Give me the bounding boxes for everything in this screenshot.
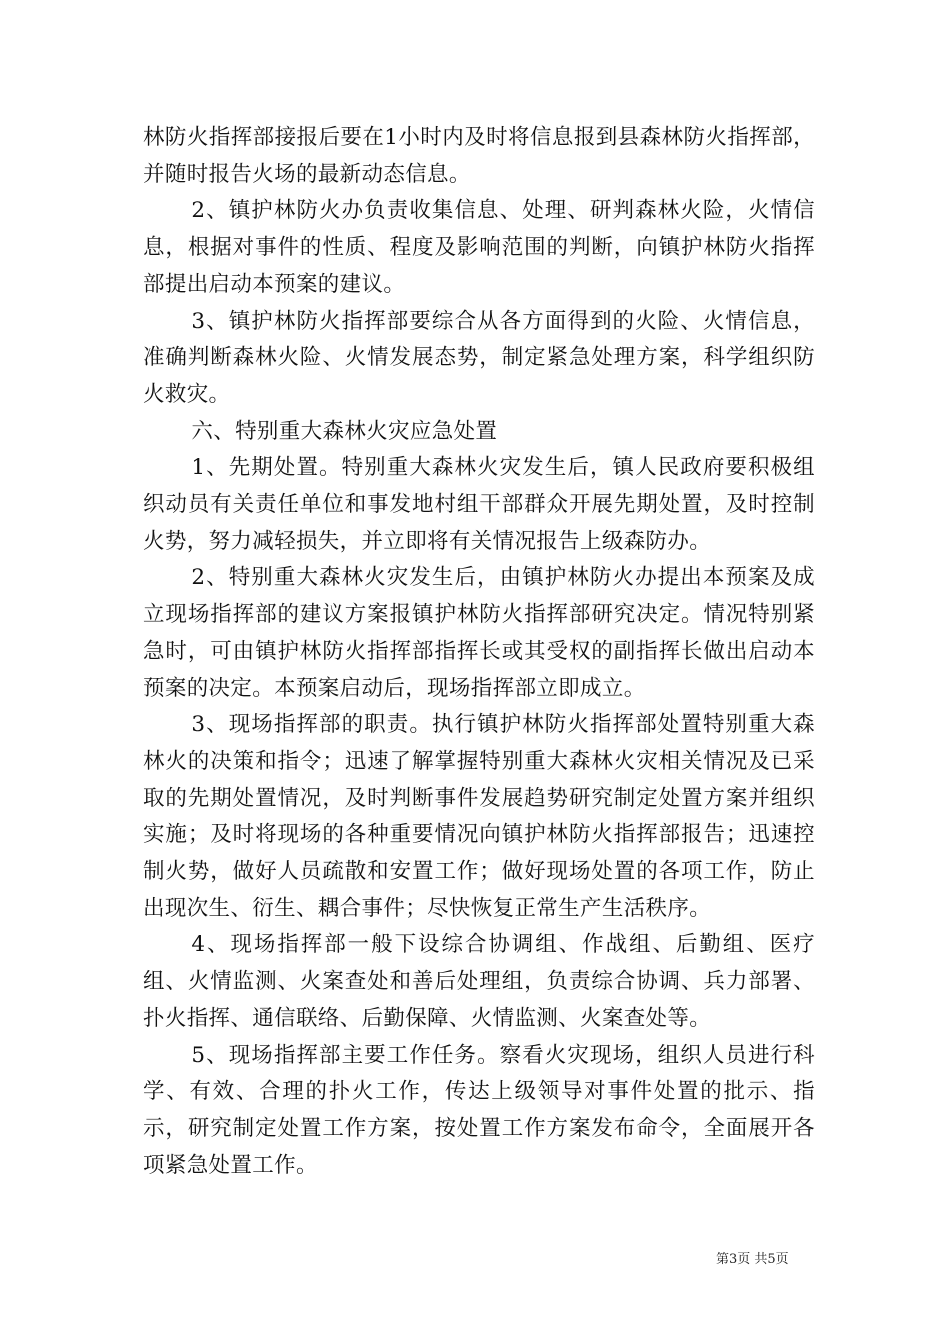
page-number: 第3页 共5页 — [716, 1252, 789, 1267]
paragraph-plan-activation: 2、特别重大森林火灾发生后，由镇护林防火办提出本预案及成立现场指挥部的建议方案报镇护林防火指挥部研究决定。情况特别紧急时，可由镇护林防火指挥部指挥长或其受权的副指挥长做出启动本预案的决定。本预案启动后，现场指挥部立即成立。 — [143, 565, 815, 701]
document-body — [143, 120, 815, 1184]
paragraph-continuation: 林防火指挥部接报后要在1小时内及时将信息报到县森林防火指挥部，并随时报告火场的最新动态信息。 — [143, 125, 815, 187]
paragraph-command-tasks: 5、现场指挥部主要工作任务。察看火灾现场，组织人员进行科学、有效、合理的扑火工作，传达上级领导对事件处置的批示、指示，研究制定处置工作方案，按处置工作方案发布命令，全面展开各项紧急处置工作。 — [143, 1042, 815, 1178]
section-heading-6: 六、特别重大森林火灾应急处置 — [191, 418, 498, 444]
paragraph-initial-response: 1、先期处置。特别重大森林火灾发生后，镇人民政府要积极组织动员有关责任单位和事发地村组干部群众开展先期处置，及时控制火势，努力减轻损失，并立即将有关情况报告上级森防办。 — [143, 455, 815, 554]
paragraph-command-duties: 3、现场指挥部的职责。执行镇护林防火指挥部处置特别重大森林火的决策和指令；迅速了解掌握特别重大森林火灾相关情况及已采取的先期处置情况，及时判断事件发展趋势研究制定处置方案并组织实施；及时将现场的各种重要情况向镇护林防火指挥部报告；迅速控制火势，做好人员疏散和安置工作；做好现场处置的各项工作，防止出现次生、衍生、耦合事件；尽快恢复正常生产生活秩序。 — [143, 712, 815, 921]
paragraph-item-3: 3、镇护林防火指挥部要综合从各方面得到的火险、火情信息，准确判断森林火险、火情发展态势，制定紧急处理方案，科学组织防火救灾。 — [143, 308, 815, 407]
paragraph-command-groups: 4、现场指挥部一般下设综合协调组、作战组、后勤组、医疗组、火情监测、火案查处和善后处理组，负责综合协调、兵力部署、扑火指挥、通信联络、后勤保障、火情监测、火案查处等。 — [143, 932, 815, 1031]
paragraph-item-2: 2、镇护林防火办负责收集信息、处理、研判森林火险，火情信息，根据对事件的性质、程度及影响范围的判断，向镇护林防火指挥部提出启动本预案的建议。 — [143, 198, 815, 297]
